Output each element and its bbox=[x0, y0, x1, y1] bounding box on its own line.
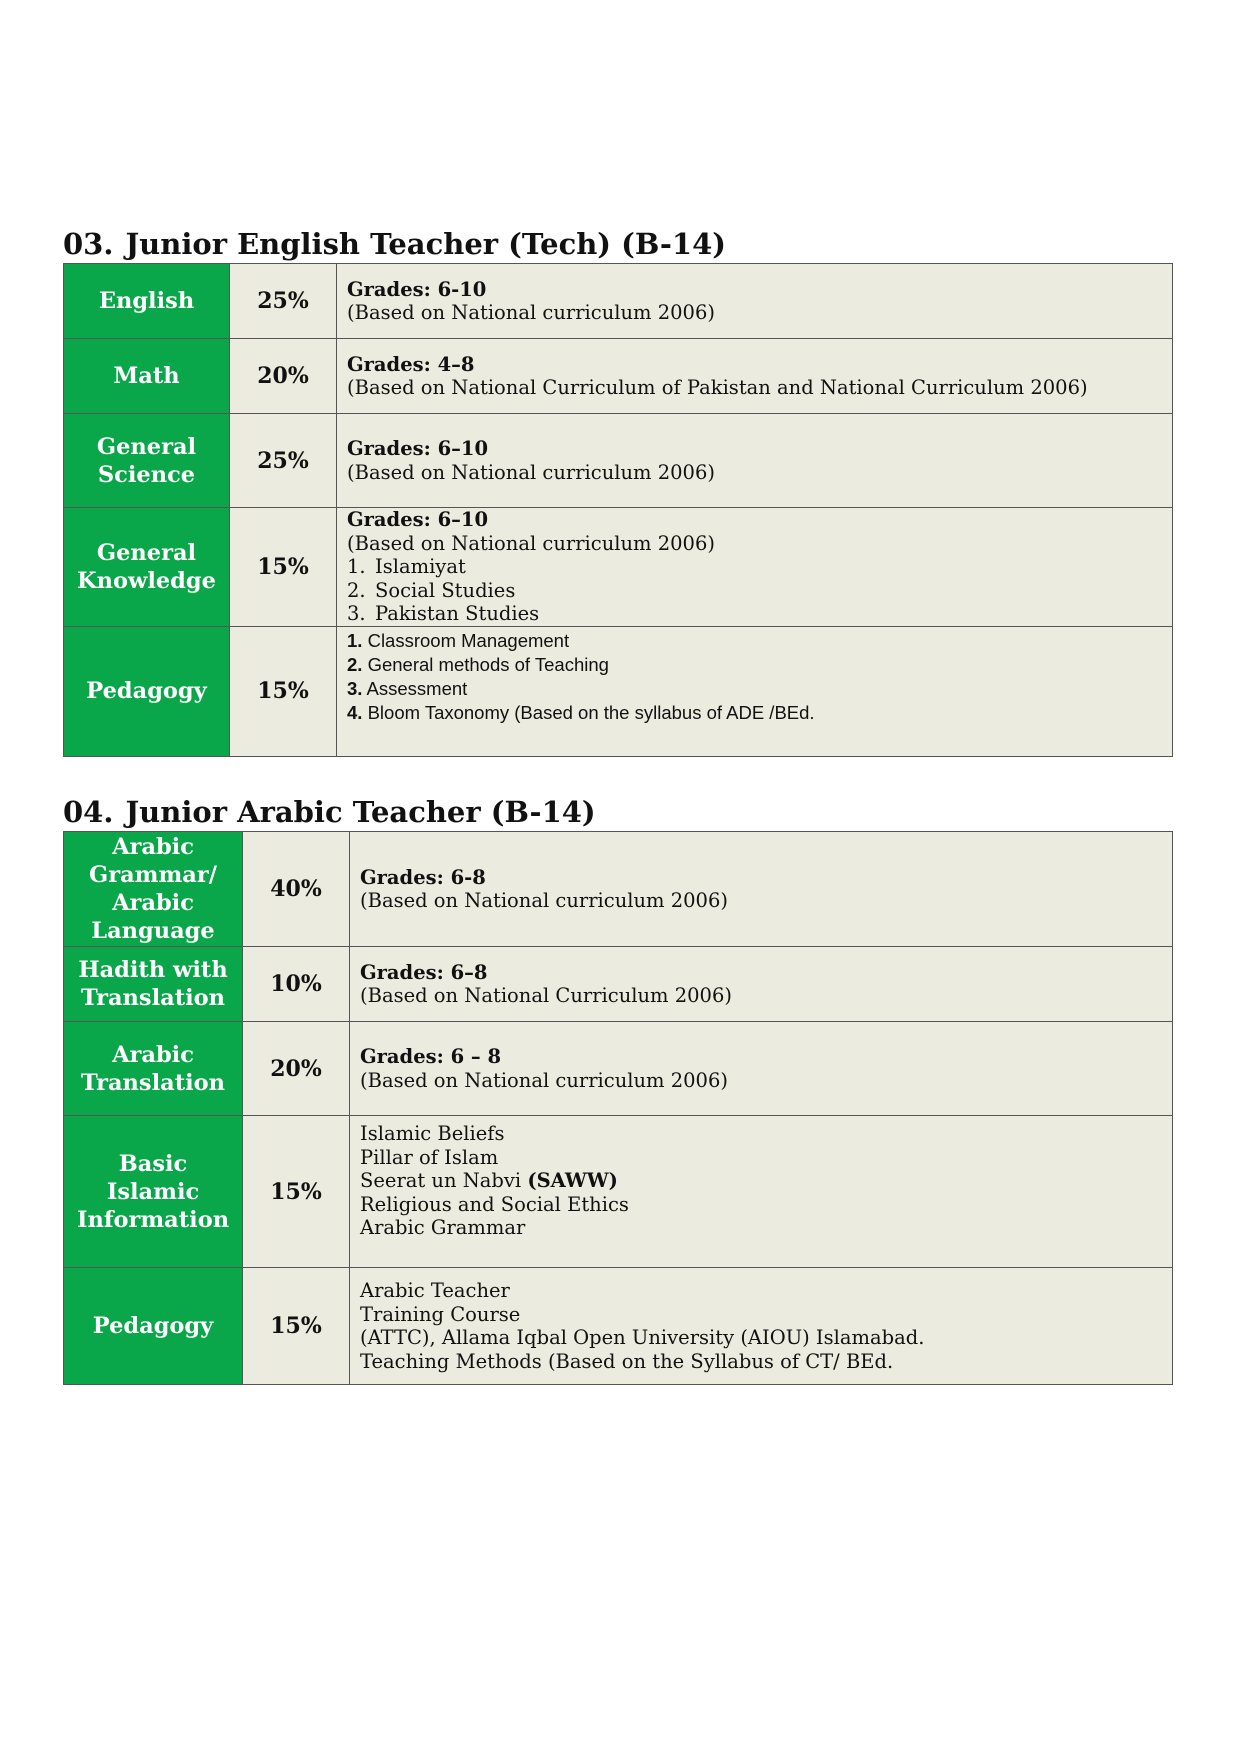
description-cell bbox=[337, 264, 1173, 339]
description-line: Arabic Grammar bbox=[360, 1216, 526, 1239]
section-title-text: Junior English Teacher (Tech) (B-14) bbox=[125, 227, 727, 261]
subject-line: Grammar/ bbox=[89, 862, 217, 888]
subject-line: Translation bbox=[81, 985, 225, 1011]
weight-cell: 20% bbox=[230, 339, 337, 414]
description-cell bbox=[350, 1022, 1173, 1116]
weight-cell: 15% bbox=[230, 508, 337, 627]
description-line: Training Course bbox=[360, 1302, 521, 1326]
table-row bbox=[64, 947, 1173, 1022]
description-line: (Based on National curriculum 2006) bbox=[347, 301, 715, 324]
description-cell bbox=[337, 508, 1173, 627]
description-cell bbox=[350, 1268, 1173, 1385]
weight-cell: 25% bbox=[230, 264, 337, 339]
subject-cell: Math bbox=[64, 339, 230, 414]
section-title bbox=[63, 793, 1173, 831]
weight-cell: 15% bbox=[243, 1268, 350, 1385]
description-line: Religious and Social Ethics bbox=[360, 1192, 629, 1216]
table-row bbox=[64, 508, 1173, 627]
weight-cell: 25% bbox=[230, 414, 337, 508]
weight-cell: 15% bbox=[230, 626, 337, 756]
description-line: (Based on National Curriculum 2006) bbox=[360, 984, 732, 1007]
subject-line: Arabic bbox=[112, 1041, 194, 1068]
grades-label: Grades: 6 – 8 bbox=[360, 1045, 502, 1068]
description-cell bbox=[337, 626, 1173, 756]
description-line: (Based on National curriculum 2006) bbox=[347, 460, 715, 484]
syllabus-table bbox=[63, 263, 1173, 757]
description-cell bbox=[350, 947, 1173, 1022]
syllabus-table bbox=[63, 831, 1173, 1385]
subject-line: General bbox=[96, 433, 197, 460]
grades-label: Grades: 6–10 bbox=[347, 437, 489, 460]
description-line: Arabic Teacher bbox=[360, 1279, 510, 1302]
subject-line: Hadith with bbox=[78, 957, 228, 983]
description-cell bbox=[337, 339, 1173, 414]
section-number: 04. bbox=[63, 795, 114, 829]
table-row bbox=[64, 414, 1173, 508]
list-item: 2. Social Studies bbox=[347, 578, 516, 602]
description-line: Teaching Methods (Based on the Syllabus of CT/ BEd. bbox=[360, 1349, 894, 1373]
description-cell bbox=[350, 832, 1173, 947]
subject-cell bbox=[64, 832, 243, 947]
list-item: 3. Assessment bbox=[347, 677, 468, 699]
weight-cell: 10% bbox=[243, 947, 350, 1022]
section-junior-arabic-teacher bbox=[63, 793, 1173, 1385]
subject-line: Arabic bbox=[112, 890, 194, 916]
grades-label: Grades: 4–8 bbox=[347, 352, 475, 376]
subject-cell: Pedagogy bbox=[64, 626, 230, 756]
subject-cell bbox=[64, 947, 243, 1022]
subject-line: Knowledge bbox=[77, 567, 216, 594]
subject-cell bbox=[64, 1116, 243, 1268]
table-row bbox=[64, 1268, 1173, 1385]
list-item: 4. Bloom Taxonomy (Based on the syllabus of ADE /BEd. bbox=[347, 701, 815, 723]
list-item: 2. General methods of Teaching bbox=[347, 653, 609, 675]
description-line: (Based on National curriculum 2006) bbox=[360, 889, 728, 912]
list-item: 3. Pakistan Studies bbox=[347, 602, 540, 625]
description-line: (Based on National curriculum 2006) bbox=[347, 531, 715, 555]
subject-cell: Pedagogy bbox=[64, 1268, 243, 1385]
table-row bbox=[64, 264, 1173, 339]
description-cell bbox=[337, 414, 1173, 508]
description-line: (Based on National Curriculum of Pakistan and National Curriculum 2006) bbox=[347, 376, 1088, 399]
section-title bbox=[63, 225, 1173, 263]
section-title-text: Junior Arabic Teacher (B-14) bbox=[125, 795, 596, 829]
subject-cell bbox=[64, 414, 230, 508]
weight-cell: 40% bbox=[243, 832, 350, 947]
section-number: 03. bbox=[63, 227, 114, 261]
description-cell bbox=[350, 1116, 1173, 1268]
description-line: Seerat un Nabvi (SAWW) bbox=[360, 1169, 618, 1192]
weight-cell: 15% bbox=[243, 1116, 350, 1268]
grades-label: Grades: 6–8 bbox=[360, 960, 488, 984]
weight-cell: 20% bbox=[243, 1022, 350, 1116]
subject-cell bbox=[64, 1022, 243, 1116]
description-line: (Based on National curriculum 2006) bbox=[360, 1068, 728, 1092]
grades-label: Grades: 6–10 bbox=[347, 508, 489, 531]
subject-cell: English bbox=[64, 264, 230, 339]
table-row bbox=[64, 339, 1173, 414]
subject-cell bbox=[64, 508, 230, 627]
grades-label: Grades: 6-8 bbox=[360, 865, 486, 889]
subject-line: General bbox=[96, 539, 197, 566]
subject-line: Science bbox=[97, 461, 196, 488]
description-line: Pillar of Islam bbox=[360, 1145, 499, 1169]
table-row bbox=[64, 1116, 1173, 1268]
list-item: 1. Classroom Management bbox=[347, 629, 570, 651]
subject-line: Translation bbox=[81, 1069, 225, 1096]
subject-line: Language bbox=[91, 918, 215, 944]
grades-label: Grades: 6-10 bbox=[347, 277, 487, 301]
subject-line: Information bbox=[76, 1206, 230, 1233]
subject-line: Islamic bbox=[106, 1178, 200, 1205]
section-junior-english-teacher bbox=[63, 225, 1173, 757]
subject-line: Basic bbox=[118, 1150, 188, 1177]
table-row bbox=[64, 832, 1173, 947]
description-line: (ATTC), Allama Iqbal Open University (AIOU) Islamabad. bbox=[360, 1326, 925, 1349]
table-row bbox=[64, 626, 1173, 756]
list-item: 1. Islamiyat bbox=[347, 555, 466, 578]
table-row bbox=[64, 1022, 1173, 1116]
description-line: Islamic Beliefs bbox=[360, 1122, 505, 1145]
subject-line: Arabic bbox=[112, 834, 194, 860]
